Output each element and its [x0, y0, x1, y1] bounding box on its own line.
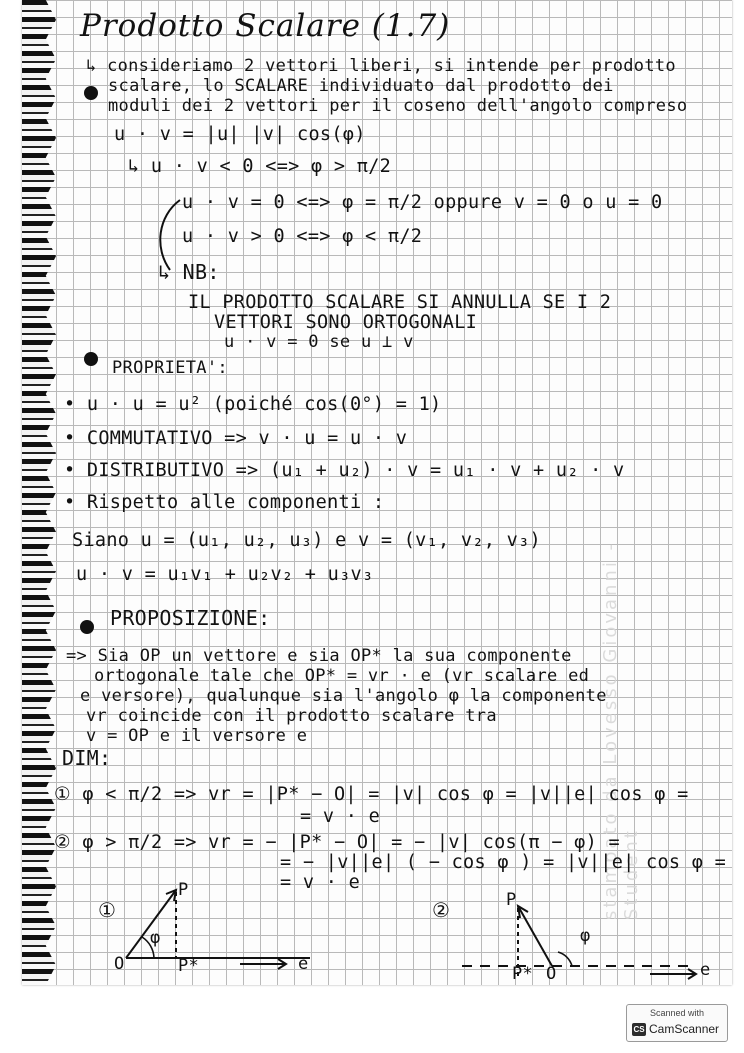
dim-case-2-result: = v · e	[280, 872, 361, 893]
case-negative: ↳ u · v < 0 <=> φ > π/2	[128, 156, 392, 177]
components-formula: u · v = u₁v₁ + u₂v₂ + u₃v₃	[76, 564, 374, 585]
diagram-1-foot-label: P*	[178, 956, 200, 976]
intro-line-3: moduli dei 2 vettori per il coseno dell'angolo compreso	[108, 96, 688, 116]
proposition-line-2: ortogonale tale che OP* = vr · e (vr scalare ed	[94, 666, 590, 686]
nb-label: ↳ NB:	[158, 260, 220, 284]
bullet-dot	[84, 86, 98, 100]
page-title: Prodotto Scalare (1.7)	[80, 8, 451, 44]
dim-case-2-step: = − |v||e| ( − cos φ ) = |v||e| cos φ =	[280, 852, 727, 873]
proposition-line-4: vr coincide con il prodotto scalare tra	[86, 706, 497, 726]
intro-line-2: scalare, lo SCALARE individuato dal prodotto dei	[108, 76, 614, 96]
proposition-line-5: v = OP e il versore e	[86, 726, 308, 746]
diagram-1-angle-label: φ	[150, 928, 161, 948]
diagram-1-origin-label: O	[114, 954, 125, 974]
proposition-line-1: => Sia OP un vettore e sia OP* la sua componente	[66, 646, 572, 666]
case-zero: u · v = 0 <=> φ = π/2 oppure v = 0 o u = 0	[182, 192, 663, 213]
camscanner-name: CamScanner	[649, 1022, 720, 1036]
dim-case-2: ② φ > π/2 => vr = − |P* − O| = − |v| cos(π − φ) =	[54, 832, 620, 853]
case-positive: u · v > 0 <=> φ < π/2	[182, 226, 423, 247]
camscanner-badge	[626, 1004, 728, 1042]
property-self: • u · u = u² (poiché cos(0°) = 1)	[64, 394, 442, 415]
bullet-dot	[80, 620, 94, 634]
dim-heading: DIM:	[62, 746, 112, 770]
intro-line-1: ↳ consideriamo 2 vettori liberi, si intende per prodotto	[86, 56, 676, 76]
diagram-1-versor-label: e	[298, 954, 309, 974]
camscanner-logo-icon: CS	[633, 1025, 645, 1034]
diagram-2-tip-label: P	[506, 890, 517, 910]
bullet-dot	[84, 352, 98, 366]
nb-line-2: VETTORI SONO ORTOGONALI	[214, 312, 478, 333]
diagram-2-angle-label: φ	[580, 926, 591, 946]
formula-dot-product: u · v = |u| |v| cos(φ)	[114, 124, 366, 145]
properties-heading: PROPRIETA':	[112, 358, 228, 378]
diagram-2-foot-label: P*	[512, 964, 534, 984]
property-components: • Rispetto alle componenti :	[64, 492, 385, 513]
nb-line-1: IL PRODOTTO SCALARE SI ANNULLA SE I 2	[188, 292, 612, 313]
diagram-2-number: ②	[432, 898, 451, 922]
dim-case-1: ① φ < π/2 => vr = |P* − O| = |v| cos φ = |v||e| cos φ =	[54, 784, 689, 805]
diagram-2-versor-label: e	[700, 960, 711, 980]
camscanner-caption: Scanned with	[649, 1008, 705, 1018]
property-distributive: • DISTRIBUTIVO => (u₁ + u₂) · v = u₁ · v + u₂ · v	[64, 460, 625, 481]
diagram-1-number: ①	[98, 898, 117, 922]
proposition-line-3: e versore), qualunque sia l'angolo φ la componente	[80, 686, 607, 706]
dim-case-1-result: = v · e	[300, 806, 381, 827]
nb-line-3: u · v = 0 se u ⊥ v	[224, 332, 414, 352]
property-commutative: • COMMUTATIVO => v · u = u · v	[64, 428, 408, 449]
spiral-binding	[22, 0, 56, 985]
proposition-heading: PROPOSIZIONE:	[110, 606, 271, 630]
components-definition: Siano u = (u₁, u₂, u₃) e v = (v₁, v₂, v₃)	[72, 530, 541, 551]
diagram-1	[110, 880, 330, 980]
diagram-1-tip-label: P	[178, 880, 189, 900]
watermark: stampato da Lovesso Giovanni - Student	[600, 540, 642, 920]
diagram-2-origin-label: O	[546, 964, 557, 984]
